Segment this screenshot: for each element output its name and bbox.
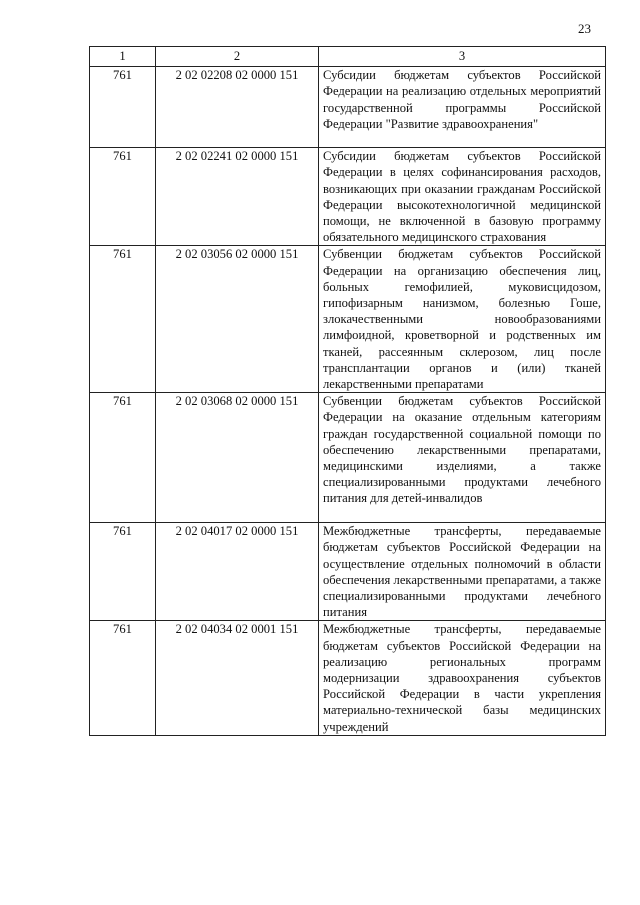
description-cell: Межбюджетные трансферты, передаваемые бюджетам субъектов Российской Федерации на реализацию региональных программ модернизации здравоохранения субъектов Российской Федерации в части укрепления материально-технической базы медицинских учреждений: [319, 621, 606, 735]
revenue-code-cell: 2 02 02208 02 0000 151: [156, 67, 319, 148]
admin-code-cell: 761: [90, 393, 156, 523]
table-row: [90, 148, 606, 246]
table-row: [90, 393, 606, 523]
column-header-2: 2: [156, 47, 319, 67]
revenue-code-cell: 2 02 04034 02 0001 151: [156, 621, 319, 735]
description-cell: Субсидии бюджетам субъектов Российской Федерации в целях софинансирования расходов, возникающих при оказании гражданам Российской Федерации высокотехнологичной медицинской помощи, не включенной в базовую программу обязательного медицинского страхования: [319, 148, 606, 246]
table-row: [90, 621, 606, 735]
description-cell: Субсидии бюджетам субъектов Российской Федерации на реализацию отдельных мероприятий государственной программы Российской Федерации "Развитие здравоохранения": [319, 67, 606, 148]
column-header-1: 1: [90, 47, 156, 67]
admin-code-cell: 761: [90, 67, 156, 148]
table-row: [90, 246, 606, 393]
revenue-code-cell: 2 02 03068 02 0000 151: [156, 393, 319, 523]
page-number: 23: [578, 21, 591, 36]
revenue-code-cell: 2 02 03056 02 0000 151: [156, 246, 319, 393]
revenue-code-cell: 2 02 04017 02 0000 151: [156, 523, 319, 621]
admin-code-cell: 761: [90, 246, 156, 393]
table-row: [90, 67, 606, 148]
table-row: [90, 523, 606, 621]
admin-code-cell: 761: [90, 523, 156, 621]
table-header-row: [90, 47, 606, 67]
column-header-3: 3: [319, 47, 606, 67]
admin-code-cell: 761: [90, 148, 156, 246]
revenue-code-cell: 2 02 02241 02 0000 151: [156, 148, 319, 246]
description-cell: Субвенции бюджетам субъектов Российской Федерации на оказание отдельным категориям граждан государственной социальной помощи по обеспечению лекарственными препаратами, медицинскими изделиями, а также специализированными продуктами лечебного питания для детей-инвалидов: [319, 393, 606, 523]
description-cell: Субвенции бюджетам субъектов Российской Федерации на организацию обеспечения лиц, больных гемофилией, муковисцидозом, гипофизарным нанизмом, болезнью Гоше, злокачественными новообразованиями лимфоидной, кроветворной и родственных им тканей, рассеянным склерозом, лиц после трансплантации органов и (или) тканей лекарственными препаратами: [319, 246, 606, 393]
revenue-codes-table: [89, 46, 606, 736]
admin-code-cell: 761: [90, 621, 156, 735]
description-cell: Межбюджетные трансферты, передаваемые бюджетам субъектов Российской Федерации на осуществление отдельных полномочий в области обеспечения лекарственными препаратами, а также специализированными продуктами лечебного питания: [319, 523, 606, 621]
